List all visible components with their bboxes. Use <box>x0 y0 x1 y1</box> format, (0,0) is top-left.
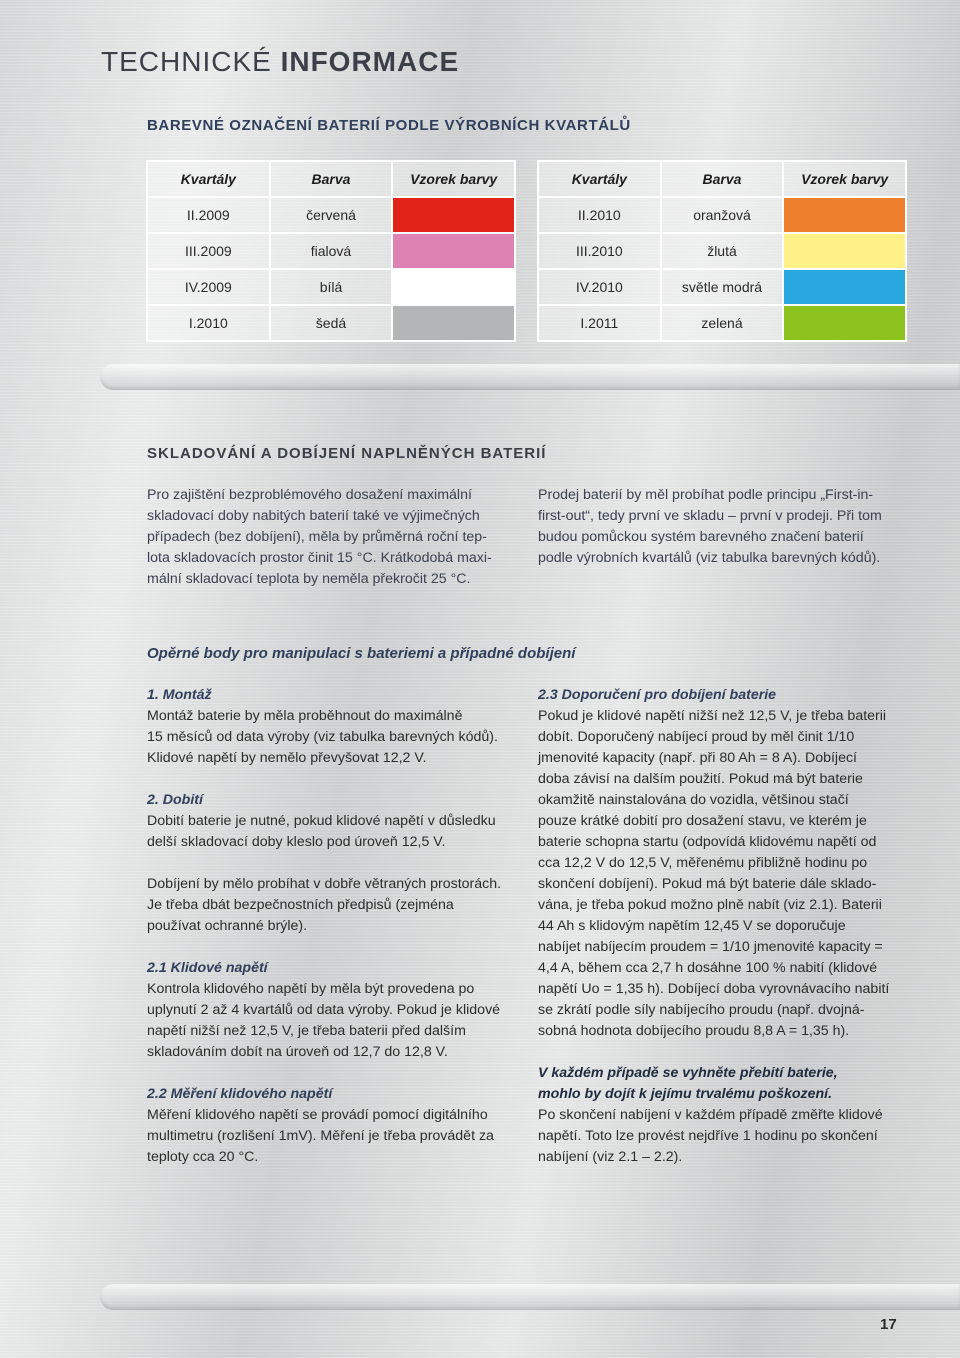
text-line: Klidové napětí by nemělo převyšovat 12,2 V. <box>147 750 427 766</box>
text-line: lota skladovacích prostor činit 15 °C. Krátkodobá maxi- <box>147 550 492 566</box>
text-line: sobná hodnota dobíjecího proudu 8,8 A = 1,35 h). <box>538 1023 850 1039</box>
color-swatch-cell <box>392 197 515 233</box>
text-line: uplynutí 2 až 4 kvartálů od data výroby. Pokud je klidové <box>147 1002 501 1018</box>
text-line: Prodej baterií by měl probíhat podle principu „First-in- <box>538 487 874 503</box>
text-line: vána, je třeba pokud možno plně nabít (viz 2.1). Baterii <box>538 897 882 913</box>
table-row <box>147 197 515 233</box>
text-line: delší skladovací doby kleslo pod úroveň 12,5 V. <box>147 834 446 850</box>
text-line: pouze krátké dobití pro dosažení stavu, ve kterém je <box>538 813 867 829</box>
text-line: cca 12,2 V do 12,5 V, měřenému přibližně hodinu po <box>538 855 868 871</box>
text-line: dobít. Doporučený nabíjecí proud by měl činit 1/10 <box>538 729 855 745</box>
color-swatch <box>393 198 514 232</box>
text-line: Měření klidového napětí se provádí pomocí digitálního <box>147 1107 488 1123</box>
paragraph-measurement <box>147 1105 519 1168</box>
quarter-cell: III.2009 <box>147 233 270 269</box>
color-name-cell: bílá <box>270 269 393 305</box>
table-row <box>147 305 515 341</box>
subheading-rest-voltage: 2.1 Klidové napětí <box>147 960 268 976</box>
color-swatch-cell <box>783 305 906 341</box>
storage-paragraph-right <box>538 485 910 569</box>
paragraph-recommendation <box>538 706 910 1042</box>
text-line: používat ochranné brýle). <box>147 918 308 934</box>
text-line: Montáž baterie by měla proběhnout do maximálně <box>147 708 463 724</box>
text-line: multimetru (rozlišení 1mV). Měření je třeba provádět za <box>147 1128 494 1144</box>
text-line: 44 Ah s klidovým napětím 12,45 V se doporučuje <box>538 918 846 934</box>
text-line: skladováním dobít na úroveň od 12,7 do 12,8 V. <box>147 1044 448 1060</box>
color-swatch-cell <box>392 305 515 341</box>
table-row <box>538 305 906 341</box>
support-heading: Opěrné body pro manipulaci s bateriemi a případné dobíjení <box>147 645 576 662</box>
color-swatch <box>784 234 905 268</box>
text-line: mální skladovací teplota by neměla překročit 25 °C. <box>147 571 471 587</box>
text-line: first-out“, tedy první ve skladu – první v prodeji. Při tom <box>538 508 882 524</box>
text-line: okamžitě nainstalována do vozidla, většinou stačí <box>538 792 849 808</box>
column-header-color: Barva <box>661 161 784 197</box>
text-line: Pro zajištění bezproblémového dosažení maximální <box>147 487 472 503</box>
warning-text <box>538 1063 910 1105</box>
text-line: nabíjet nabíjecím proudem = 1/10 jmenovité kapacity = <box>538 939 883 955</box>
color-swatch-cell <box>392 233 515 269</box>
text-line: nabíjení (viz 2.1 – 2.2). <box>538 1149 683 1165</box>
text-line: Kontrola klidového napětí by měla být provedena po <box>147 981 475 997</box>
subheading-measurement: 2.2 Měření klidového napětí <box>147 1086 333 1102</box>
column-header-quarter: Kvartály <box>538 161 661 197</box>
color-name-cell: červená <box>270 197 393 233</box>
column-header-swatch: Vzorek barvy <box>392 161 515 197</box>
subheading-charging: 2. Dobití <box>147 792 203 808</box>
text-line: Pokud je klidové napětí nižší než 12,5 V, je třeba baterii <box>538 708 887 724</box>
color-swatch <box>784 270 905 304</box>
color-swatch <box>393 234 514 268</box>
paragraph-rest-voltage <box>147 979 519 1063</box>
panel-divider-bottom <box>100 1284 960 1310</box>
text-line: skončení dobíjení). Pokud má být baterie dále sklado- <box>538 876 877 892</box>
table-row <box>538 197 906 233</box>
subheading-recommendation: 2.3 Doporučení pro dobíjení baterie <box>538 687 777 703</box>
quarter-cell: II.2010 <box>538 197 661 233</box>
paragraph-ventilation <box>147 874 519 937</box>
color-swatch-cell <box>783 197 906 233</box>
storage-heading: SKLADOVÁNÍ A DOBÍJENÍ NAPLNĚNÝCH BATERIÍ <box>147 445 547 462</box>
text-line: podle výrobních kvartálů (viz tabulka barevných kódů). <box>538 550 881 566</box>
text-line: budou pomůckou systém barevného značení baterií <box>538 529 864 545</box>
color-name-cell: fialová <box>270 233 393 269</box>
text-line: Dobití baterie je nutné, pokud klidové napětí v důsledku <box>147 813 496 829</box>
table-row <box>538 233 906 269</box>
text-line: 4,4 A, během cca 2,7 h dosáhne 100 % nabití (klidové <box>538 960 878 976</box>
color-swatch <box>784 306 905 340</box>
text-line: Je třeba dbát bezpečnostních předpisů (zejména <box>147 897 454 913</box>
text-line: baterie schopna startu (odpovídá klidovému napětí od <box>538 834 877 850</box>
page-title: TECHNICKÉ INFORMACE <box>101 46 460 77</box>
color-swatch <box>393 306 514 340</box>
color-codes-heading: BAREVNÉ OZNAČENÍ BATERIÍ PODLE VÝROBNÍCH KVARTÁLŮ <box>147 117 631 134</box>
column-header-quarter: Kvartály <box>147 161 270 197</box>
page-number: 17 <box>880 1316 897 1333</box>
support-column-left <box>147 685 519 1168</box>
text-line: napětí nižší než 12,5 V, je třeba baterii před dalším <box>147 1023 466 1039</box>
table-row <box>147 269 515 305</box>
text-line: 15 měsíců od data výroby (viz tabulka barevných kódů). <box>147 729 498 745</box>
text-line: Dobíjení by mělo probíhat v dobře větraných prostorách. <box>147 876 502 892</box>
text-line: teploty cca 20 °C. <box>147 1149 259 1165</box>
color-name-cell: zelená <box>661 305 784 341</box>
paragraph-mounting <box>147 706 519 769</box>
color-name-cell: žlutá <box>661 233 784 269</box>
color-swatch <box>784 198 905 232</box>
quarter-cell: II.2009 <box>147 197 270 233</box>
column-header-color: Barva <box>270 161 393 197</box>
subheading-mounting: 1. Montáž <box>147 687 212 703</box>
text-line: skladovací doby nabitých baterií také ve výjimečných <box>147 508 480 524</box>
color-name-cell: světle modrá <box>661 269 784 305</box>
quarter-cell: I.2010 <box>147 305 270 341</box>
panel-divider <box>100 364 960 390</box>
paragraph-after-charging <box>538 1105 910 1168</box>
quarter-cell: III.2010 <box>538 233 661 269</box>
text-line: V každém případě se vyhněte přebití baterie, <box>538 1065 838 1081</box>
color-swatch-cell <box>392 269 515 305</box>
table-row <box>147 233 515 269</box>
color-swatch-cell <box>783 233 906 269</box>
color-swatch <box>393 270 514 304</box>
paragraph-charging <box>147 811 519 853</box>
storage-paragraph-left <box>147 485 519 590</box>
quarter-cell: IV.2009 <box>147 269 270 305</box>
text-line: jmenovité kapacity (např. při 80 Ah = 8 A). Dobíjecí <box>538 750 857 766</box>
quarter-cell: I.2011 <box>538 305 661 341</box>
table-row <box>538 269 906 305</box>
text-line: mohlo by dojít k jejímu trvalému poškození. <box>538 1086 833 1102</box>
color-name-cell: oranžová <box>661 197 784 233</box>
text-line: doba závisí na dalším použití. Pokud má být baterie <box>538 771 863 787</box>
text-line: napětí Uo = 1,35 h). Dobíjecí doba vyrovnávacího nabití <box>538 981 890 997</box>
text-line: napětí. Toto lze provést nejdříve 1 hodinu po skončení <box>538 1128 878 1144</box>
color-table-left <box>146 160 516 342</box>
text-line: se zkrátí podle síly nabíjecího proudu (např. dvojná- <box>538 1002 865 1018</box>
text-line: případech (bez dobíjení), měla by průměrná roční tep- <box>147 529 487 545</box>
color-name-cell: šedá <box>270 305 393 341</box>
text-line: Po skončení nabíjení v každém případě změřte klidové <box>538 1107 883 1123</box>
color-swatch-cell <box>783 269 906 305</box>
support-column-right <box>538 685 910 1168</box>
quarter-cell: IV.2010 <box>538 269 661 305</box>
color-table-right <box>537 160 907 342</box>
column-header-swatch: Vzorek barvy <box>783 161 906 197</box>
